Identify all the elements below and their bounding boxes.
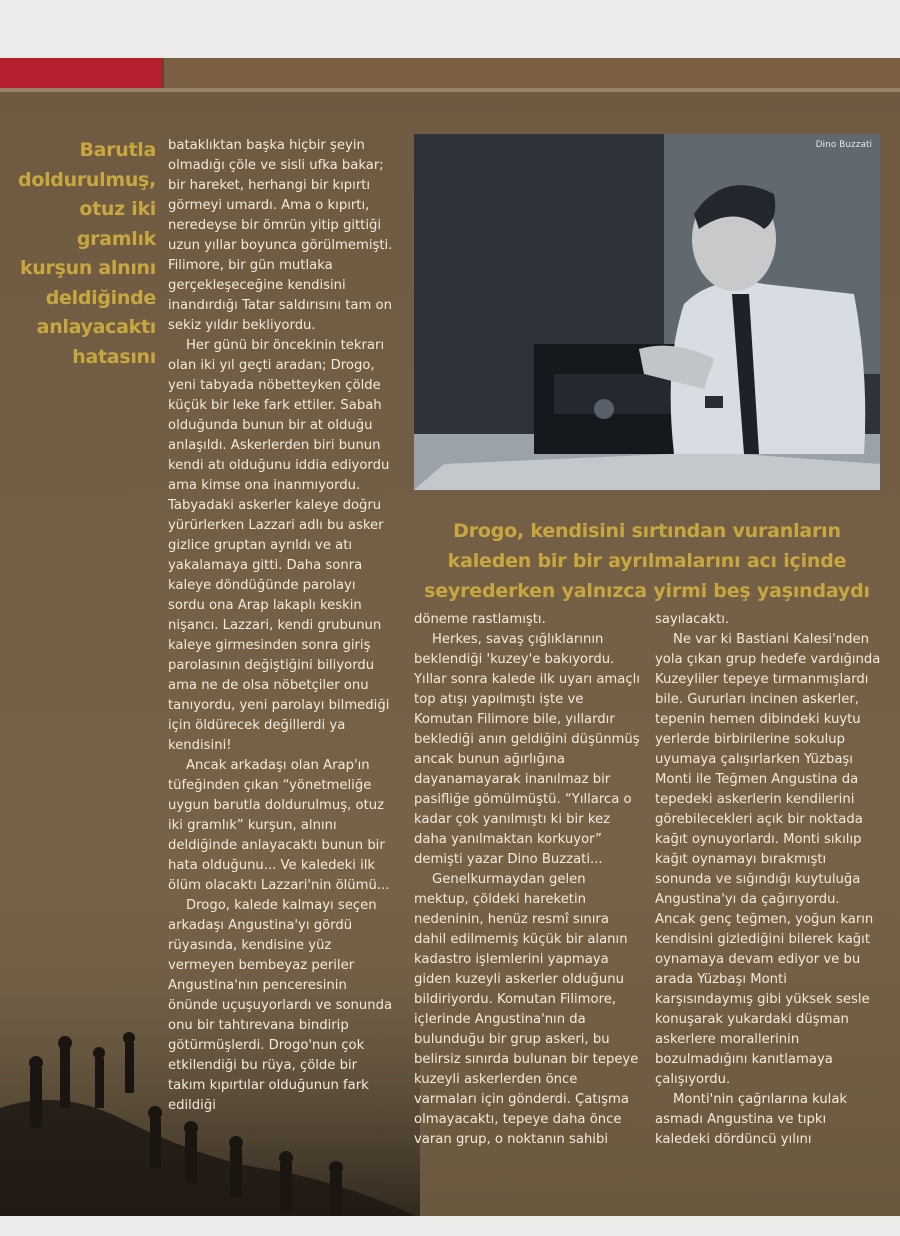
paragraph: bataklıktan başka hiçbir şeyin olmadığı çöle ve sisli ufka bakar; bir hareket, herhangi bir kıpırtı görmeyi umardı. Ama o kıpırtı, neredeyse bir ömrün yitip gittiği uzun yıllar boyunca görülmemişti. Filimore, bir gün mutlaka gerçekleşeceğine kendisini inandırdığı Tatar saldırısını tam on sekiz yıldır bekliyordu.	[168, 138, 393, 333]
paragraph: döneme rastlamıştı.	[414, 612, 546, 627]
photo-credit: Dino Buzzati	[815, 140, 872, 150]
header-rule	[0, 88, 900, 92]
paragraph: Ancak arkadaşı olan Arap'ın tüfeğinden çıkan “yönetmeliğe uygun barutla doldurulmuş, otuz iki gramlık” kurşun, alnını deldiğinde anlayacaktı bunun bir hata olduğunu... Ve kaledeki ilk ölüm olacaktı Lazzari'nin ölümü...	[168, 758, 390, 893]
paragraph: Monti'nin çağrılarına kulak asmadı Angustina ve tıpkı kaledeki dördüncü yılını	[655, 1092, 848, 1147]
paragraph: sayılacaktı.	[655, 612, 730, 627]
red-accent-bar	[0, 58, 162, 88]
article-column-3	[655, 610, 881, 1150]
pull-quote: Barutla doldurulmuş, otuz iki gramlık kurşun alnını deldiğinde anlayacaktı hatasını	[18, 139, 156, 368]
header-divider	[162, 58, 164, 88]
magazine-page	[0, 58, 900, 1216]
photo-caption-headline: Drogo, kendisini sırtından vuranların kaleden bir bir ayrılmalarını acı içinde seyrederken yalnızca yirmi beş yaşındaydı	[424, 520, 870, 602]
paragraph: Her günü bir öncekinin tekrarı olan iki yıl geçti aradan; Drogo, yeni tabyada nöbetteyken çölde küçük bir leke fark ettiler. Sabah olduğunda bunun bir at olduğu anlaşıldı. Askerlerden biri bunun kendi atı olduğunu iddia ediyordu ama kimse ona inanmıyordu. Tabyadaki askerler kaleye doğru yürürlerken Lazzari adlı bu asker gizlice gruptan ayrıldı ve atı yakalamaya gitti. Daha sonra kaleye döndüğünde parolayı sordu ona Arap lakaplı keskin nişancı. Lazzari, kendi grubunun kaleye girmesinden sonra giriş parolasının değiştiğini biliyordu ama ne de olsa nöbetçiler onu tanıyordu, yeni parolayı bilmediği için öldürecek değillerdi ya kendisini!	[168, 338, 390, 753]
article-column-1	[168, 136, 396, 1116]
paragraph: Genelkurmaydan gelen mektup, çöldeki hareketin nedeninin, henüz resmî sınıra dahil edilmemiş küçük bir alanın kadastro işlemlerini yapmaya giden kuzeyli askerler olduğunu bildiriyordu. Komutan Filimore, içlerinde Angustina'nın da bulunduğu bir grup askeri, bu belirsiz sınırda bulunan bir tepeye kuzeyli askerlerden önce varmaları için gönderdi. Çatışma olmayacaktı, tepeye daha önce varan grup, o noktanın sahibi	[414, 872, 639, 1147]
author-photo	[414, 134, 880, 490]
article-column-2	[414, 610, 642, 1150]
paragraph: Ne var ki Bastiani Kalesi'nden yola çıkan grup hedefe vardığında Kuzeyliler tepeye tırmanmışlardı bile. Gururları incinen askerler, tepenin hemen dibindeki kuytu yerlerde birbirilerine sokulup uyumaya çalışırlarken Yüzbaşı Monti ile Teğmen Angustina da tepedeki askerlerin kendilerini görebilecekleri açık bir noktada kağıt oynuyorlardı. Monti sıkılıp kağıt oynamayı bırakmıştı sonunda ve sığındığı kuytuluğa Angustina'yı da çağırıyordu. Ancak genç teğmen, yoğun karın kendisini gizlediğini bilerek kağıt oynamaya devam ediyor ve bu arada Yüzbaşı Monti karşısındaymış gibi yüksek sesle konuşarak yukardaki düşman askerlere morallerinin bozulmadığını kanıtlamaya çalışıyordu.	[655, 632, 881, 1087]
typewriter-man-image	[414, 134, 880, 490]
paragraph: Herkes, savaş çığlıklarının beklendiği 'kuzey'e bakıyordu. Yıllar sonra kalede ilk uyarı amaçlı top atışı yapılmıştı işte ve Komutan Filimore bile, yıllardır beklediği anın geldiğini düşünmüş ancak bunun ağırlığına dayanamayarak inanılmaz bir pasifliğe gömülmüştü. “Yıllarca o kadar çok yanılmıştı ki bir kez daha yanılmaktan korkuyor” demişti yazar Dino Buzzati...	[414, 632, 640, 867]
paragraph: Drogo, kalede kalmayı seçen arkadaşı Angustina'yı gördü rüyasında, kendisine yüz vermeyen bembeyaz periler Angustina'nın penceresinin önünde uçuşuyorlardı ve sonunda onu bir tahtırevana bindirip götürmüşlerdi. Drogo'nun çok etkilendiği bu rüya, çölde bir takım kıpırtılar olduğunun fark edildiği	[168, 898, 393, 1113]
